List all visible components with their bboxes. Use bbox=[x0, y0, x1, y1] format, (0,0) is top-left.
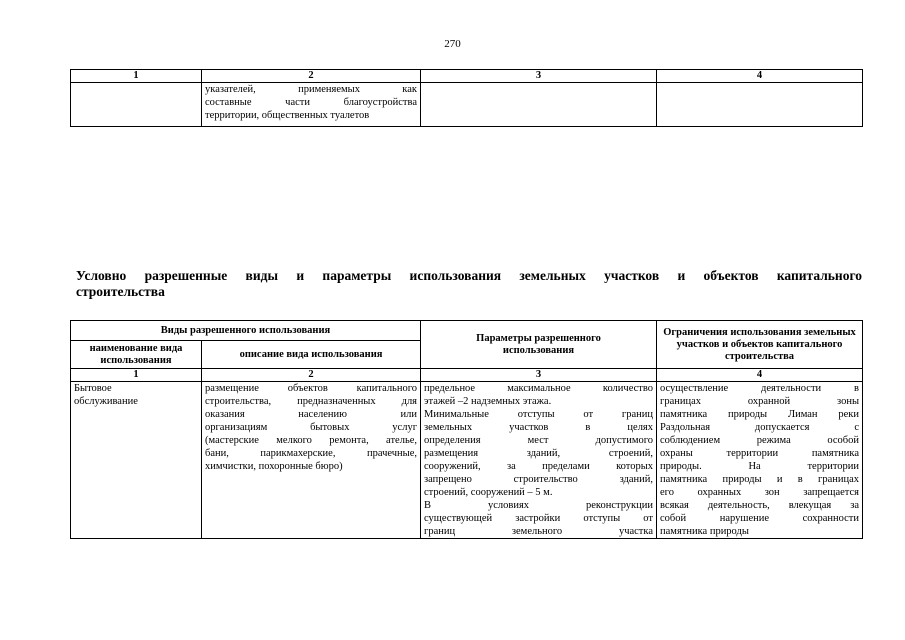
cell-line: строительства, предназначенных для bbox=[205, 396, 418, 407]
column-number-row bbox=[71, 70, 863, 83]
table-cell-use-name bbox=[71, 382, 202, 539]
table-cell-restrictions bbox=[657, 382, 863, 539]
table-cell-description bbox=[202, 83, 421, 127]
cell-line: границ земельного участка bbox=[424, 526, 654, 537]
cell-line: определения мест допустимого bbox=[424, 435, 654, 446]
cell-line: химчистки, похоронные бюро) bbox=[205, 461, 343, 472]
header-group-title: Виды разрешенного использования bbox=[71, 321, 421, 341]
column-number: 1 bbox=[71, 369, 202, 382]
cell-line: Бытовое bbox=[74, 383, 112, 394]
cell-line: сооружений, за пределами которых bbox=[424, 461, 654, 472]
cell-line: памятника природы и в границах bbox=[660, 474, 860, 485]
cell-line: обслуживание bbox=[74, 396, 138, 407]
cell-line: Раздольная допускается с bbox=[660, 422, 860, 433]
table-cell bbox=[71, 83, 202, 127]
cell-line: границах охранной зоны bbox=[660, 396, 860, 407]
cell-line: осуществление деятельности в bbox=[660, 383, 860, 394]
column-number: 2 bbox=[202, 369, 421, 382]
cell-line: территории, общественных туалетов bbox=[205, 110, 370, 121]
header-use-name: наименование вида использования bbox=[71, 341, 202, 369]
column-number: 1 bbox=[71, 70, 202, 83]
header-parameters: Параметры разрешенного использования bbox=[421, 321, 657, 369]
table-cell bbox=[657, 83, 863, 127]
cell-line: земельных участков в целях bbox=[424, 422, 654, 433]
cell-line: его охранных зон запрещается bbox=[660, 487, 860, 498]
header-use-description: описание вида использования bbox=[202, 341, 421, 369]
cell-line: памятника природы bbox=[660, 526, 749, 537]
cell-line: памятника природы Лиман реки bbox=[660, 409, 860, 420]
cell-line: (мастерские мелкого ремонта, ателье, bbox=[205, 435, 418, 446]
section-heading bbox=[76, 268, 862, 300]
table-header-row bbox=[71, 321, 863, 341]
column-number-row bbox=[71, 369, 863, 382]
cell-line: всякая деятельность, влекущая за bbox=[660, 500, 860, 511]
cell-line: охраны территории памятника bbox=[660, 448, 860, 459]
table-cell bbox=[421, 83, 657, 127]
land-use-table bbox=[70, 320, 863, 539]
page-number: 270 bbox=[444, 38, 461, 50]
continuation-table bbox=[70, 69, 863, 127]
cell-line: размещения зданий, строений, bbox=[424, 448, 654, 459]
column-number: 3 bbox=[421, 70, 657, 83]
column-number: 2 bbox=[202, 70, 421, 83]
column-number: 4 bbox=[657, 70, 863, 83]
column-number: 4 bbox=[657, 369, 863, 382]
table-row bbox=[71, 83, 863, 127]
cell-line: существующей застройки отступы от bbox=[424, 513, 654, 524]
cell-line: указателей, применяемых как bbox=[205, 84, 417, 95]
cell-line: собой нарушение сохранности bbox=[660, 513, 860, 524]
heading-line: Условно разрешенные виды и параметры использования земельных участков и объектов капитального bbox=[76, 268, 862, 283]
cell-line: запрещено строительство зданий, bbox=[424, 474, 654, 485]
cell-line: предельное максимальное количество bbox=[424, 383, 654, 394]
cell-line: размещение объектов капитального bbox=[205, 383, 418, 394]
cell-line: строений, сооружений – 5 м. bbox=[424, 487, 553, 498]
cell-line: составные части благоустройства bbox=[205, 97, 417, 108]
column-number: 3 bbox=[421, 369, 657, 382]
cell-line: природы. На территории bbox=[660, 461, 860, 472]
cell-line: В условиях реконструкции bbox=[424, 500, 654, 511]
cell-line: оказания населению или bbox=[205, 409, 418, 420]
cell-line: этажей –2 надземных этажа. bbox=[424, 396, 552, 407]
cell-line: бани, парикмахерские, прачечные, bbox=[205, 448, 418, 459]
heading-line: строительства bbox=[76, 284, 165, 299]
header-restrictions: Ограничения использования земельных участков и объектов капитального строительства bbox=[657, 321, 863, 369]
cell-line: организациям бытовых услуг bbox=[205, 422, 418, 433]
cell-line: соблюдением режима особой bbox=[660, 435, 860, 446]
table-cell-parameters bbox=[421, 382, 657, 539]
cell-line: Минимальные отступы от границ bbox=[424, 409, 654, 420]
table-cell-description bbox=[202, 382, 421, 539]
table-row bbox=[71, 382, 863, 539]
